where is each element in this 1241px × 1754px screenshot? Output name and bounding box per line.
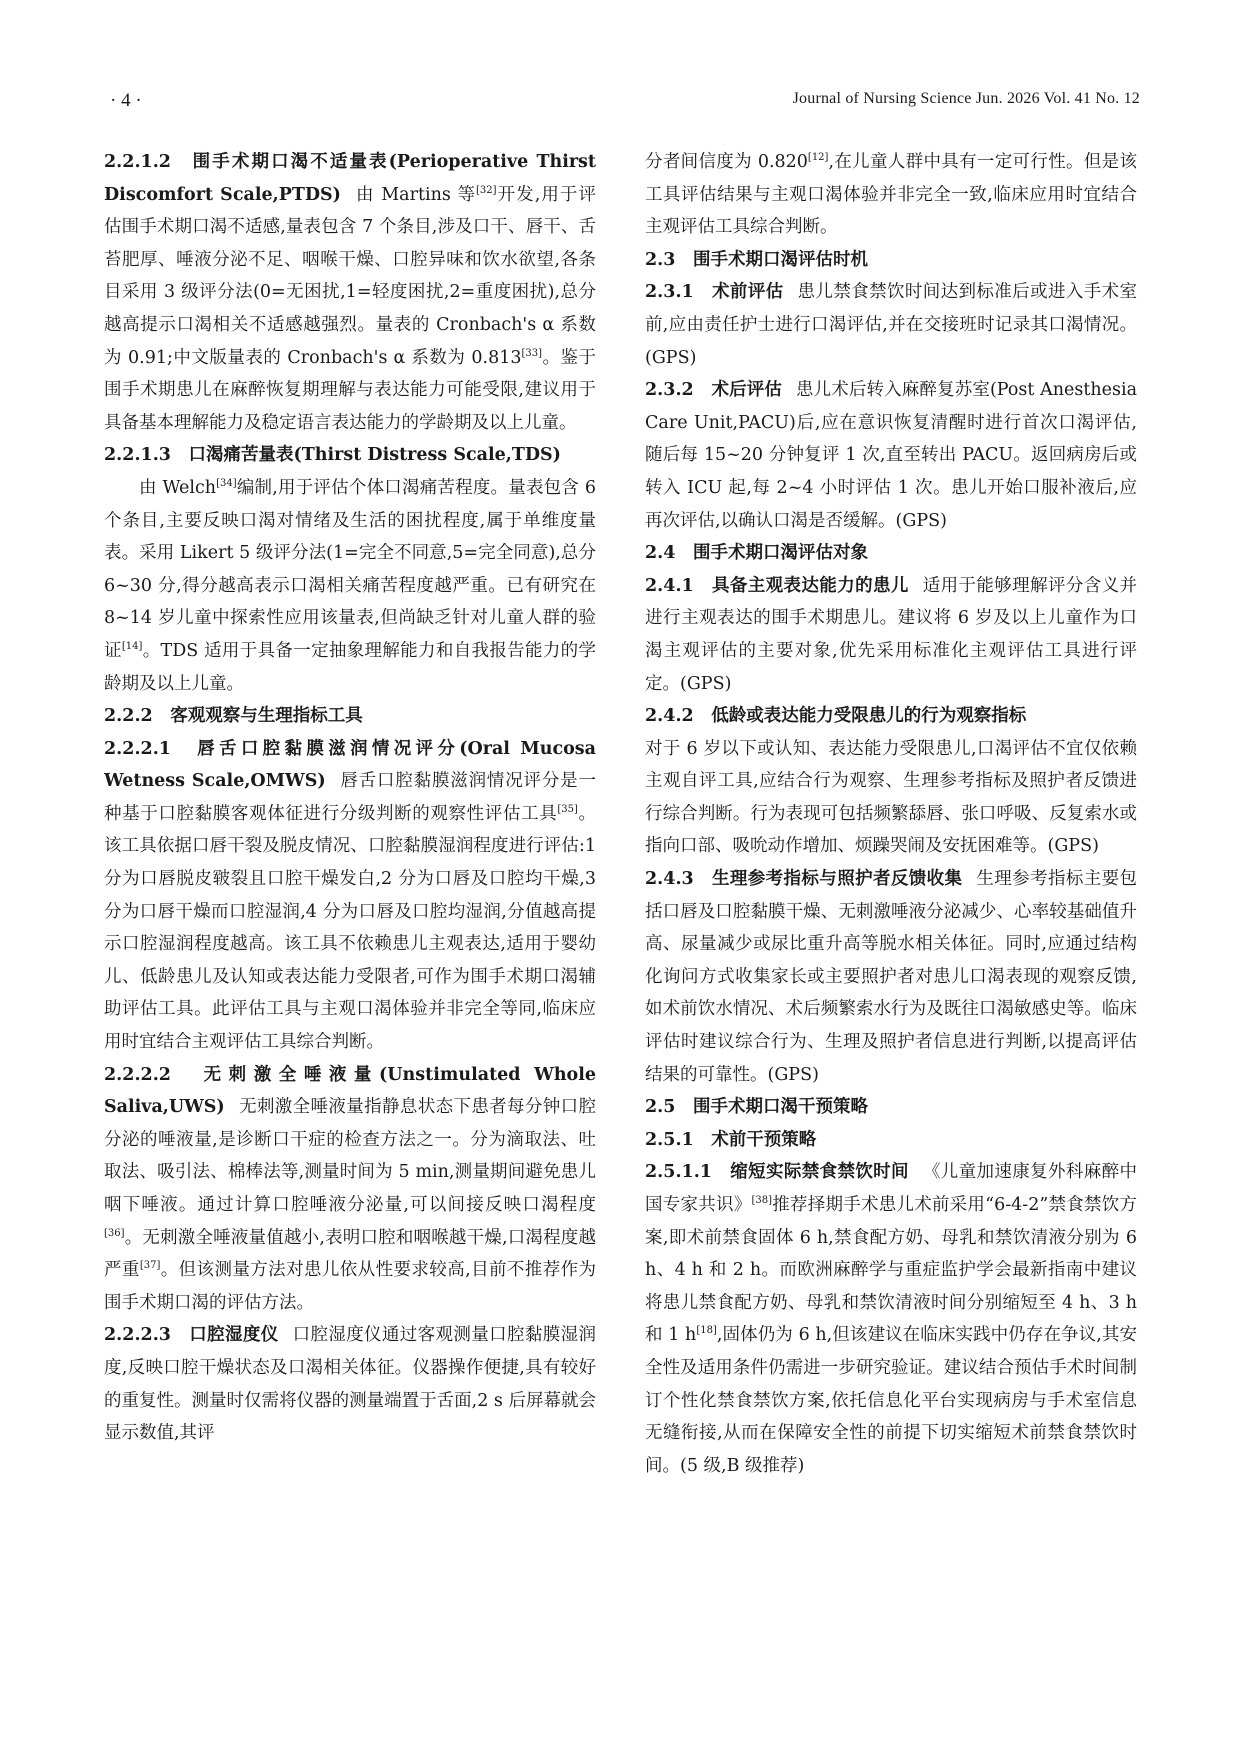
citation-ref: [12] xyxy=(807,152,829,164)
section-heading: 2.5 围手术期口渴干预策略 xyxy=(645,1097,868,1118)
section-heading: 2.2.2.1 唇舌口腔黏膜滋润情况评分(Oral Mucosa Wetness Scale,OMWS) xyxy=(104,738,596,792)
body-text: ,在儿童人群中具有一定可行性。但是该工具评估结果与主观口渴体验并非完全一致,临床应用时宜结合主观评估工具综合判断。 xyxy=(645,152,1137,238)
body-text: 。但该测量方法对患儿依从性要求较高,目前不推荐作为围手术期口渴的评估方法。 xyxy=(104,1260,596,1313)
citation-ref: [14] xyxy=(121,641,143,653)
citation-ref: [32] xyxy=(476,184,497,196)
body-text: 口腔湿度仪通过客观测量口腔黏膜湿润度,反映口腔干燥状态及口渴相关体征。仪器操作便捷,具有较好的重复性。测量时仅需将仪器的测量端置于舌面,2 s 后屏幕就会显示数值,其评 xyxy=(104,1325,596,1444)
section-heading: 2.5.1 术前干预策略 xyxy=(645,1129,817,1150)
section-heading: 2.4.1 具备主观表达能力的患儿 xyxy=(645,575,909,596)
body-text: 。该工具依据口唇干裂及脱皮情况、口腔黏膜湿润程度进行评估:1 分为口唇脱皮皲裂且口腔干燥发白,2 分为口唇及口腔均干燥,3 分为口唇干燥而口腔湿润,4 分为口唇及口腔均湿润,分值越高提示口腔湿润程度越高。该工具不依赖患儿主观表达,适用于婴幼儿、低龄患儿及认知或表达能力受限者,可作为围手术期口渴辅助评估工具。此评估工具与主观口渴体验并非完全等同,临床应用时宜结合主观评估工具综合判断。 xyxy=(104,803,596,1053)
body-text: 。TDS 适用于具备一定抽象理解能力和自我报告能力的学龄期及以上儿童。 xyxy=(104,640,596,694)
body-text: 患儿术后转入麻醉复苏室(Post Anesthesia Care Unit,PACU)后,应在意识恢复清醒时进行首次口渴评估,随后每 15~20 分钟复评 1 次,直至转出 PACU。返回病房后或转入 ICU 起,每 2~4 小时评估 1 次。患儿开始口服补液后,应再次评估,以确认口渴是否缓解。(GPS) xyxy=(645,380,1137,531)
citation-ref: [18] xyxy=(696,1325,717,1337)
section-2-4-3 xyxy=(645,863,1137,1091)
citation-ref: [35] xyxy=(557,804,578,816)
section-2-4-1 xyxy=(645,570,1137,700)
section-heading: 2.2.2 客观观察与生理指标工具 xyxy=(104,706,363,727)
section-2-2-1-2 xyxy=(104,146,596,439)
citation-ref: [34] xyxy=(216,478,237,490)
section-heading: 2.3.2 术后评估 xyxy=(645,380,783,401)
citation-ref: [33] xyxy=(521,347,543,359)
body-text: 开发,用于评估围手术期口渴不适感,量表包含 7 个条目,涉及口干、唇干、舌苔肥厚、唾液分泌不足、咽喉干燥、口腔异味和饮水欲望,各条目采用 3 级评分法(0=无困扰,1=轻度困扰,2=重度困扰),总分越高提示口渴相关不适感越强烈。量表的 Cronbach's α 系数为 0.91;中文版量表的 Cronbach's α 系数为 0.813 xyxy=(104,184,596,368)
section-heading: 2.2.1.3 口渴痛苦量表(Thirst Distress Scale,TDS) xyxy=(104,445,561,466)
body-text: 唇舌口腔黏膜滋润情况评分是一种基于口腔黏膜客观体征进行分级判断的观察性评估工具 xyxy=(104,771,596,824)
body-text: 推荐择期手术患儿术前采用“6-4-2”禁食禁饮方案,即术前禁食固体 6 h,禁食配方奶、母乳和禁饮清液分别为 6 h、4 h 和 2 h。而欧洲麻醉学与重症监护学会最新指南中建议将患儿禁食配方奶、母乳和禁饮清液时间分别缩短至 4 h、3 h 和 1 h xyxy=(645,1195,1137,1346)
citation-ref: [38] xyxy=(751,1195,772,1207)
section-2-2-1-3-body xyxy=(104,472,596,700)
body-text: 。鉴于围手术期患儿在麻醉恢复期理解与表达能力可能受限,建议用于具备基本理解能力及稳定语言表达能力的学龄期及以上儿童。 xyxy=(104,347,596,433)
left-column xyxy=(104,146,596,1718)
section-2-5-1-1 xyxy=(645,1156,1137,1482)
citation-ref: [36] xyxy=(104,1227,125,1239)
section-2-2-2-3-continued xyxy=(645,146,1137,244)
section-heading: 2.4.3 生理参考指标与照护者反馈收集 xyxy=(645,869,963,890)
body-text: 患儿禁食禁饮时间达到标准后或进入手术室前,应由责任护士进行口渴评估,并在交接班时记录其口渴情况。(GPS) xyxy=(645,282,1137,368)
body-text: 《儿童加速康复外科麻醉中国专家共识》 xyxy=(645,1162,1137,1215)
section-2-2-2-3 xyxy=(104,1319,596,1449)
body-text: 由 Welch xyxy=(139,477,217,498)
section-heading: 2.2.2.2 无刺激全唾液量(Unstimulated Whole Saliva,UWS) xyxy=(104,1064,596,1118)
body-text: 。无刺激全唾液量值越小,表明口腔和咽喉越干燥,口渴程度越严重 xyxy=(104,1227,596,1281)
right-column xyxy=(645,146,1137,1718)
body-text: 适用于能够理解评分含义并进行主观表达的围手术期患儿。建议将 6 岁及以上儿童作为口渴主观评估的主要对象,优先采用标准化主观评估工具进行评定。(GPS) xyxy=(645,575,1137,694)
body-text: ,固体仍为 6 h,但该建议在临床实践中仍存在争议,其安全性及适用条件仍需进一步研究验证。建议结合预估手术时间制订个性化禁食禁饮方案,依托信息化平台实现病房与手术室信息无缝衔接,从而在保障安全性的前提下切实缩短术前禁食禁饮时间。(5 级,B 级推荐) xyxy=(645,1325,1137,1476)
body-text: 由 Martins 等 xyxy=(354,184,477,205)
body-text: 编制,用于评估个体口渴痛苦程度。量表包含 6 个条目,主要反映口渴对情绪及生活的困扰程度,属于单维度量表。采用 Likert 5 级评分法(1=完全不同意,5=完全同意),总分 6~30 分,得分越高表示口渴相关痛苦程度越严重。已有研究在 8~14 岁儿童中探索性应用该量表,但尚缺乏针对儿童人群的验证 xyxy=(104,477,596,661)
running-header xyxy=(110,90,1140,120)
section-heading: 2.4.2 低龄或表达能力受限患儿的行为观察指标 xyxy=(645,706,1027,727)
section-2-3-1 xyxy=(645,276,1137,374)
section-2-3-2 xyxy=(645,374,1137,537)
section-heading: 2.2.1.2 围手术期口渴不适量表(Perioperative Thirst Discomfort Scale,PTDS) xyxy=(104,152,596,205)
section-2-4-2-body xyxy=(645,733,1137,863)
section-heading: 2.5.1.1 缩短实际禁食禁饮时间 xyxy=(645,1162,909,1183)
body-text: 分者间信度为 0.820 xyxy=(645,152,808,172)
body-text: 无刺激全唾液量指静息状态下患者每分钟口腔分泌的唾液量,是诊断口干症的检查方法之一。分为滴取法、吐取法、吸引法、棉棒法等,测量时间为 5 min,测量期间避免患儿咽下唾液。通过计算口腔唾液分泌量,可以间接反映口渴程度 xyxy=(104,1097,596,1215)
journal-citation: Journal of Nursing Science Jun. 2026 Vol. 41 No. 12 xyxy=(792,90,1140,107)
section-heading: 2.3 围手术期口渴评估时机 xyxy=(645,249,868,270)
body-text: 对于 6 岁以下或认知、表达能力受限患儿,口渴评估不宜仅依赖主观自评工具,应结合行为观察、生理参考指标及照护者反馈进行综合判断。行为表现可包括频繁舔唇、张口呼吸、反复索水或指向口部、吸吮动作增加、烦躁哭闹及安抚困难等。(GPS) xyxy=(645,738,1137,857)
section-heading: 2.2.2.3 口腔湿度仪 xyxy=(104,1325,279,1346)
body-text: 生理参考指标主要包括口唇及口腔黏膜干燥、无刺激唾液分泌减少、心率较基础值升高、尿量减少或尿比重升高等脱水相关体征。同时,应通过结构化询问方式收集家长或主要照护者对患儿口渴表现的观察反馈,如术前饮水情况、术后频繁索水行为及既往口渴敏感史等。临床评估时建议综合行为、生理及照护者信息进行判断,以提高评估结果的可靠性。(GPS) xyxy=(645,869,1137,1085)
section-2-2-2-1 xyxy=(104,733,596,1059)
section-heading: 2.4 围手术期口渴评估对象 xyxy=(645,543,868,564)
citation-ref: [37] xyxy=(139,1260,161,1272)
page-number: · 4 · xyxy=(110,90,142,111)
section-2-2-2-2 xyxy=(104,1059,596,1320)
section-heading: 2.3.1 术前评估 xyxy=(645,282,784,303)
